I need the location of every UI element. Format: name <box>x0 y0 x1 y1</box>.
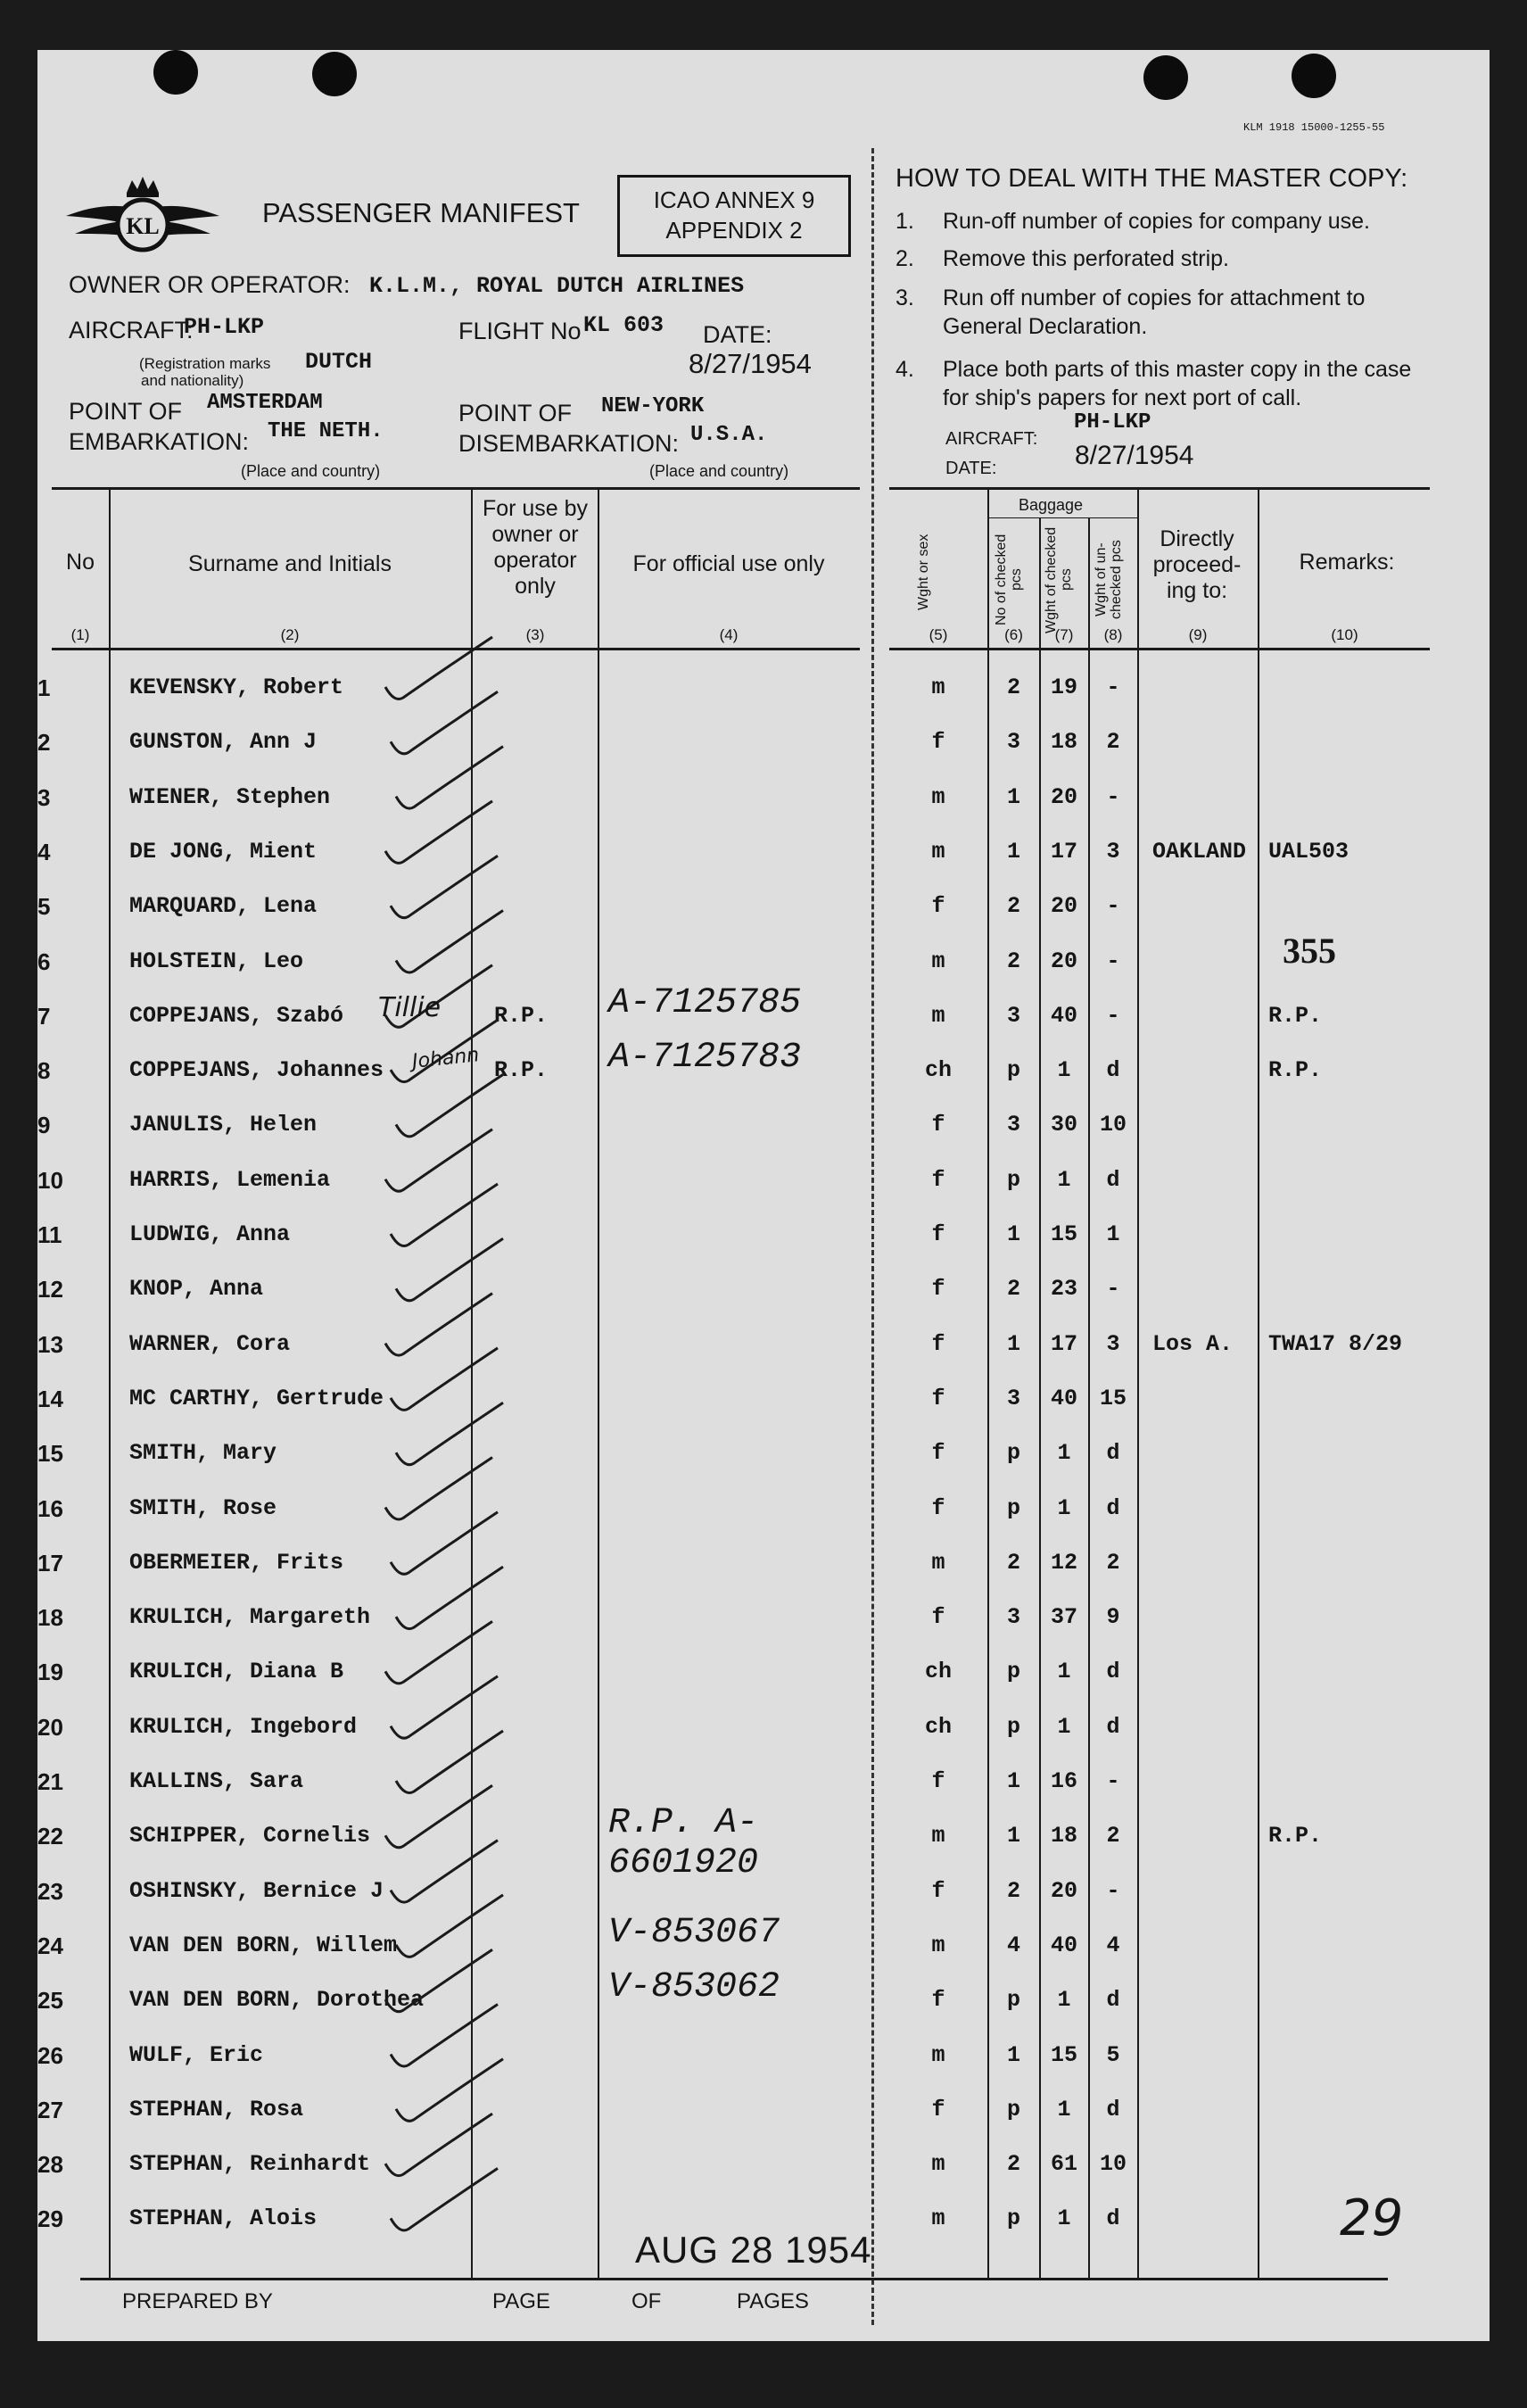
unchecked-weight: 2 <box>1106 1549 1120 1576</box>
unchecked-weight: d <box>1106 1166 1120 1193</box>
flight-label: FLIGHT No <box>458 318 582 344</box>
checked-pieces: 1 <box>1006 1768 1020 1794</box>
checked-weight: 20 <box>1050 947 1077 974</box>
checked-pieces: 2 <box>1006 674 1020 700</box>
unchecked-weight: 3 <box>1106 1330 1120 1357</box>
weight-or-sex: f <box>931 1877 945 1904</box>
passenger-name: STEPHAN, Reinhardt <box>129 2151 371 2178</box>
official-use-value: V-853067 <box>608 1912 780 1953</box>
checked-weight: 20 <box>1050 893 1077 920</box>
date-stamp: AUG 28 1954 <box>635 2229 872 2271</box>
weight-or-sex: f <box>931 1440 945 1467</box>
col-number: (3) <box>525 626 545 643</box>
checked-weight: 1 <box>1057 1057 1071 1084</box>
instruction-number: 4. <box>896 357 914 382</box>
checked-weight: 1 <box>1057 1987 1071 2014</box>
passenger-name: OBERMEIER, Frits <box>129 1549 344 1576</box>
checked-weight: 20 <box>1050 1877 1077 1904</box>
col-number: (2) <box>280 626 300 643</box>
checked-weight: 1 <box>1057 1494 1071 1521</box>
row-number: 12 <box>37 1276 63 1303</box>
unchecked-weight: - <box>1106 893 1120 920</box>
row-number: 7 <box>37 1002 51 1030</box>
row-number: 11 <box>37 1221 62 1248</box>
footer-of: OF <box>631 2289 662 2313</box>
checked-weight: 1 <box>1057 2205 1071 2232</box>
official-use-value: A-7125783 <box>608 1038 802 1079</box>
check-mark <box>385 1621 492 1684</box>
row-number: 28 <box>37 2151 63 2179</box>
checked-weight: 17 <box>1050 838 1077 865</box>
unchecked-weight: 10 <box>1099 1112 1127 1138</box>
check-mark <box>385 1785 492 1848</box>
weight-or-sex: f <box>931 1987 945 2014</box>
checked-pieces: p <box>1006 2205 1020 2232</box>
checked-pieces: 2 <box>1006 1549 1020 1576</box>
instruction-number: 1. <box>896 209 914 234</box>
checked-weight: 18 <box>1050 729 1077 756</box>
checked-pieces: 2 <box>1006 893 1020 920</box>
aircraft-label: AIRCRAFT: <box>69 317 194 343</box>
aircraft-value: PH-LKP <box>184 314 265 340</box>
handwritten-355: 355 <box>1283 931 1336 971</box>
passenger-name: SCHIPPER, Cornelis <box>129 1823 371 1849</box>
col-header-name: Surname and Initials <box>188 551 392 576</box>
passenger-name: HOLSTEIN, Leo <box>129 947 304 974</box>
passenger-name: WARNER, Cora <box>129 1330 291 1357</box>
footer-pages: PAGES <box>737 2289 809 2313</box>
unchecked-weight: d <box>1106 1713 1120 1740</box>
row-number: 6 <box>37 947 51 975</box>
checked-pieces: 1 <box>1006 783 1020 810</box>
passenger-name: KALLINS, Sara <box>129 1768 304 1794</box>
passenger-name: KEVENSKY, Robert <box>129 674 344 700</box>
col-number: (6) <box>1004 626 1023 643</box>
instruction-number: 3. <box>896 285 914 310</box>
col-number: (1) <box>70 626 90 643</box>
passenger-name: SMITH, Mary <box>129 1440 277 1467</box>
official-use-value: R.P. A-6601920 <box>608 1803 759 1884</box>
passenger-name: KRULICH, Diana B <box>129 1659 344 1685</box>
row-number: 29 <box>37 2205 63 2233</box>
unchecked-weight: - <box>1106 783 1120 810</box>
disembarkation-value1: NEW-YORK <box>601 394 705 418</box>
flight-date-label: DATE: <box>703 321 772 348</box>
unchecked-weight: 2 <box>1106 729 1120 756</box>
passenger-name: KNOP, Anna <box>129 1276 264 1303</box>
instruction-text: Remove this perforated strip. <box>943 246 1229 271</box>
check-mark <box>391 691 498 754</box>
instruction-text: Run-off number of copies for company use. <box>943 209 1370 234</box>
manifest-sheet <box>37 50 1490 2341</box>
checked-weight: 40 <box>1050 1385 1077 1411</box>
col-header-checked-pcs: No of checked pcs <box>994 534 1024 626</box>
weight-or-sex: m <box>931 838 945 865</box>
check-mark <box>396 1731 503 1793</box>
passenger-name: WULF, Eric <box>129 2041 264 2068</box>
instructions-title: HOW TO DEAL WITH THE MASTER COPY: <box>896 164 1408 193</box>
unchecked-weight: 5 <box>1106 2041 1120 2068</box>
unchecked-weight: d <box>1106 1987 1120 2014</box>
weight-or-sex: m <box>931 2151 945 2178</box>
check-mark <box>396 1074 503 1137</box>
remarks-value: TWA17 8/29 <box>1268 1330 1403 1357</box>
embarkation-value1: AMSTERDAM <box>207 391 323 415</box>
remarks-value: R.P. <box>1268 1002 1323 1029</box>
weight-or-sex: f <box>931 1276 945 1303</box>
row-number: 26 <box>37 2041 63 2069</box>
passenger-name: SMITH, Rose <box>129 1494 277 1521</box>
col-header-checked-wt: Wght of checked pcs <box>1044 526 1074 633</box>
checked-weight: 1 <box>1057 1440 1071 1467</box>
disembarkation-note: (Place and country) <box>649 462 789 480</box>
checked-pieces: 1 <box>1006 1823 1020 1849</box>
checked-pieces: 3 <box>1006 729 1020 756</box>
row-number: 3 <box>37 783 51 811</box>
check-mark <box>396 1567 503 1629</box>
flight-date-value: 8/27/1954 <box>689 348 812 379</box>
checked-pieces: 2 <box>1006 947 1020 974</box>
row-number: 23 <box>37 1877 63 1905</box>
checked-weight: 37 <box>1050 1604 1077 1631</box>
col-header-no: No <box>66 550 95 575</box>
remarks-value: R.P. <box>1268 1823 1323 1849</box>
unchecked-weight: 4 <box>1106 1932 1120 1958</box>
passenger-name: KRULICH, Margareth <box>129 1604 371 1631</box>
instructions-aircraft-label: AIRCRAFT: <box>945 429 1038 449</box>
checked-weight: 1 <box>1057 1166 1071 1193</box>
proceeding-to: Los A. <box>1152 1330 1234 1357</box>
passenger-name: GUNSTON, Ann J <box>129 729 318 756</box>
passenger-name: DE JONG, Mient <box>129 838 318 865</box>
col-number: (5) <box>929 626 948 643</box>
weight-or-sex: f <box>931 1768 945 1794</box>
proceeding-to: OAKLAND <box>1152 838 1247 865</box>
check-mark <box>385 637 492 699</box>
checked-pieces: p <box>1006 1057 1020 1084</box>
check-marks <box>37 50 1490 2341</box>
checked-weight: 30 <box>1050 1112 1077 1138</box>
check-mark <box>385 2114 492 2176</box>
weight-or-sex: f <box>931 1604 945 1631</box>
checked-pieces: p <box>1006 1166 1020 1193</box>
row-number: 2 <box>37 729 51 757</box>
col-header-proceeding: Directly proceed-ing to: <box>1152 526 1242 603</box>
aircraft-nationality: DUTCH <box>305 349 373 375</box>
row-number: 25 <box>37 1987 63 2015</box>
passenger-name: LUDWIG, Anna <box>129 1221 291 1247</box>
check-mark <box>385 1458 492 1520</box>
checked-pieces: 2 <box>1006 2151 1020 2178</box>
checked-pieces: 3 <box>1006 1385 1020 1411</box>
official-use-value: V-853062 <box>608 1967 780 2008</box>
unchecked-weight: d <box>1106 1440 1120 1467</box>
checked-weight: 1 <box>1057 2096 1071 2123</box>
passenger-name: COPPEJANS, Johannes <box>129 1057 384 1084</box>
check-mark <box>391 1184 498 1246</box>
checked-pieces: p <box>1006 2096 1020 2123</box>
passenger-name: WIENER, Stephen <box>129 783 331 810</box>
unchecked-weight: d <box>1106 2205 1120 2232</box>
weight-or-sex: ch <box>924 1057 952 1084</box>
weight-or-sex: m <box>931 2205 945 2232</box>
weight-or-sex: m <box>931 1932 945 1958</box>
instruction-text: Run off number of copies for attachment to General Declaration. <box>943 285 1366 339</box>
official-use-value: A-7125785 <box>608 982 802 1023</box>
unchecked-weight: 2 <box>1106 1823 1120 1849</box>
checked-weight: 1 <box>1057 1713 1071 1740</box>
checked-pieces: 4 <box>1006 1932 1020 1958</box>
checked-pieces: 2 <box>1006 1276 1020 1303</box>
row-number: 10 <box>37 1166 63 1194</box>
flight-value: KL 603 <box>583 312 664 338</box>
weight-or-sex: f <box>931 1330 945 1357</box>
unchecked-weight: d <box>1106 1057 1120 1084</box>
unchecked-weight: d <box>1106 2096 1120 2123</box>
weight-or-sex: f <box>931 1166 945 1193</box>
weight-or-sex: f <box>931 1494 945 1521</box>
checked-pieces: 2 <box>1006 1877 1020 1904</box>
unchecked-weight: - <box>1106 1276 1120 1303</box>
checked-pieces: p <box>1006 1659 1020 1685</box>
weight-or-sex: f <box>931 2096 945 2123</box>
col-number: (4) <box>719 626 739 643</box>
embarkation-label2: EMBARKATION: <box>69 428 250 455</box>
col-number: (9) <box>1188 626 1208 643</box>
unchecked-weight: 10 <box>1099 2151 1127 2178</box>
unchecked-weight: 3 <box>1106 838 1120 865</box>
col-number: (10) <box>1331 626 1358 643</box>
unchecked-weight: - <box>1106 947 1120 974</box>
footer-page: PAGE <box>492 2289 550 2313</box>
row-number: 22 <box>37 1823 63 1850</box>
checked-pieces: p <box>1006 1713 1020 1740</box>
owner-label: OWNER OR OPERATOR: <box>69 271 351 298</box>
weight-or-sex: m <box>931 947 945 974</box>
check-mark <box>396 2059 503 2122</box>
row-number: 21 <box>37 1768 63 1795</box>
row-number: 15 <box>37 1440 63 1468</box>
passenger-name: STEPHAN, Rosa <box>129 2096 304 2123</box>
check-mark <box>391 2168 498 2230</box>
unchecked-weight: d <box>1106 1659 1120 1685</box>
passenger-name: KRULICH, Ingebord <box>129 1713 358 1740</box>
row-number: 8 <box>37 1057 51 1085</box>
handwritten-johann: Johann <box>410 1044 481 1073</box>
remarks-value: UAL503 <box>1268 838 1350 865</box>
checked-pieces: p <box>1006 1987 1020 2014</box>
check-mark <box>385 1130 492 1192</box>
weight-or-sex: f <box>931 729 945 756</box>
checked-weight: 23 <box>1050 1276 1077 1303</box>
check-mark <box>385 1949 492 2012</box>
row-number: 18 <box>37 1604 63 1632</box>
print-code: KLM 1918 15000-1255-55 <box>1243 121 1385 134</box>
disembarkation-value2: U.S.A. <box>690 423 768 447</box>
checked-weight: 61 <box>1050 2151 1077 2178</box>
passenger-name: COPPEJANS, Szabó <box>129 1002 344 1029</box>
unchecked-weight: 15 <box>1099 1385 1127 1411</box>
aircraft-note: (Registration marks <box>139 355 271 372</box>
weight-or-sex: f <box>931 893 945 920</box>
instructions-aircraft-value: PH-LKP <box>1074 410 1151 434</box>
owner-use-mark: R.P. <box>494 1002 549 1029</box>
col-number: (7) <box>1054 626 1074 643</box>
check-mark <box>391 1512 498 1575</box>
checked-weight: 17 <box>1050 1330 1077 1357</box>
instructions-date-value: 8/27/1954 <box>1075 441 1194 470</box>
check-mark <box>396 1238 503 1301</box>
checked-pieces: p <box>1006 1440 1020 1467</box>
embarkation-note: (Place and country) <box>241 462 381 480</box>
check-mark <box>396 747 503 809</box>
unchecked-weight: - <box>1106 674 1120 700</box>
checked-weight: 16 <box>1050 1768 1077 1794</box>
unchecked-weight: 9 <box>1106 1604 1120 1631</box>
check-mark <box>391 1348 498 1411</box>
check-mark <box>385 1294 492 1356</box>
row-number: 14 <box>37 1385 63 1412</box>
passenger-name: STEPHAN, Alois <box>129 2205 318 2232</box>
checked-pieces: 3 <box>1006 1604 1020 1631</box>
col-header-baggage: Baggage <box>1019 496 1084 514</box>
passenger-name: JANULIS, Helen <box>129 1112 318 1138</box>
embarkation-value2: THE NETH. <box>268 419 384 443</box>
checked-weight: 40 <box>1050 1932 1077 1958</box>
check-mark <box>391 856 498 917</box>
row-number: 20 <box>37 1713 63 1741</box>
unchecked-weight: - <box>1106 1877 1120 1904</box>
weight-or-sex: ch <box>924 1713 952 1740</box>
checked-pieces: 1 <box>1006 1330 1020 1357</box>
owner-value: K.L.M., ROYAL DUTCH AIRLINES <box>369 273 745 299</box>
checked-weight: 1 <box>1057 1659 1071 1685</box>
check-mark <box>385 801 492 864</box>
instruction-number: 2. <box>896 246 914 271</box>
passenger-name: MC CARTHY, Gertrude <box>129 1385 384 1411</box>
checked-weight: 12 <box>1050 1549 1077 1576</box>
checked-weight: 40 <box>1050 1002 1077 1029</box>
row-number: 1 <box>37 674 51 701</box>
checked-pieces: 1 <box>1006 1221 1020 1247</box>
weight-or-sex: f <box>931 1385 945 1411</box>
checked-weight: 18 <box>1050 1823 1077 1849</box>
passenger-name: OSHINSKY, Bernice J <box>129 1877 384 1904</box>
passenger-name: VAN DEN BORN, Willem <box>129 1932 398 1958</box>
passenger-name: MARQUARD, Lena <box>129 893 318 920</box>
checked-pieces: 1 <box>1006 2041 1020 2068</box>
passenger-name: HARRIS, Lemenia <box>129 1166 331 1193</box>
weight-or-sex: m <box>931 1823 945 1849</box>
instructions-date-label: DATE: <box>945 459 997 478</box>
check-mark <box>396 1895 503 1957</box>
annex-line2: APPENDIX 2 <box>665 217 803 244</box>
embarkation-label1: POINT OF <box>69 398 183 425</box>
weight-or-sex: m <box>931 2041 945 2068</box>
footer-prepared-by: PREPARED BY <box>122 2289 273 2313</box>
col-header-owner-use: For use by owner or operator only <box>482 496 589 599</box>
col-header-unchecked-wt: Wght of un-checked pcs <box>1094 540 1124 620</box>
row-number: 19 <box>37 1659 63 1686</box>
svg-text:KL: KL <box>126 213 160 239</box>
col-header-remarks: Remarks: <box>1299 550 1395 575</box>
checked-weight: 15 <box>1050 1221 1077 1247</box>
check-mark <box>391 2005 498 2067</box>
check-mark <box>391 1841 498 1903</box>
weight-or-sex: ch <box>924 1659 952 1685</box>
handwritten-page-number: 29 <box>1340 2189 1404 2247</box>
owner-use-mark: R.P. <box>494 1057 549 1084</box>
checked-pieces: p <box>1006 1494 1020 1521</box>
instruction-text: Place both parts of this master copy in the case for ship's papers for next port of call. <box>943 357 1412 410</box>
weight-or-sex: f <box>931 1112 945 1138</box>
unchecked-weight: - <box>1106 1768 1120 1794</box>
manifest-title: PASSENGER MANIFEST <box>262 197 580 228</box>
check-mark <box>396 911 503 973</box>
row-number: 16 <box>37 1494 63 1522</box>
col-header-weight-sex: Wght or sex <box>916 534 931 610</box>
remarks-value: R.P. <box>1268 1057 1323 1084</box>
checked-weight: 19 <box>1050 674 1077 700</box>
annex-line1: ICAO ANNEX 9 <box>653 186 815 213</box>
weight-or-sex: m <box>931 1002 945 1029</box>
unchecked-weight: - <box>1106 1002 1120 1029</box>
row-number: 17 <box>37 1549 63 1576</box>
handwritten-tillie: Tillie <box>378 992 442 1023</box>
unchecked-weight: 1 <box>1106 1221 1120 1247</box>
aircraft-note2: and nationality) <box>141 372 244 389</box>
weight-or-sex: m <box>931 1549 945 1576</box>
check-mark <box>391 1676 498 1739</box>
col-number: (8) <box>1103 626 1123 643</box>
weight-or-sex: m <box>931 783 945 810</box>
row-number: 4 <box>37 838 51 865</box>
check-mark <box>396 1403 503 1465</box>
weight-or-sex: f <box>931 1221 945 1247</box>
disembarkation-label2: DISEMBARKATION: <box>458 430 680 457</box>
checked-pieces: 3 <box>1006 1112 1020 1138</box>
checked-weight: 20 <box>1050 783 1077 810</box>
checked-pieces: 1 <box>1006 838 1020 865</box>
disembarkation-label1: POINT OF <box>458 400 573 426</box>
row-number: 9 <box>37 1112 51 1139</box>
passenger-name: VAN DEN BORN, Dorothea <box>129 1987 425 2014</box>
row-number: 13 <box>37 1330 63 1358</box>
weight-or-sex: m <box>931 674 945 700</box>
checked-weight: 15 <box>1050 2041 1077 2068</box>
row-number: 5 <box>37 893 51 921</box>
unchecked-weight: d <box>1106 1494 1120 1521</box>
row-number: 27 <box>37 2096 63 2123</box>
col-header-official: For official use only <box>632 551 825 576</box>
checked-pieces: 3 <box>1006 1002 1020 1029</box>
row-number: 24 <box>37 1932 63 1959</box>
